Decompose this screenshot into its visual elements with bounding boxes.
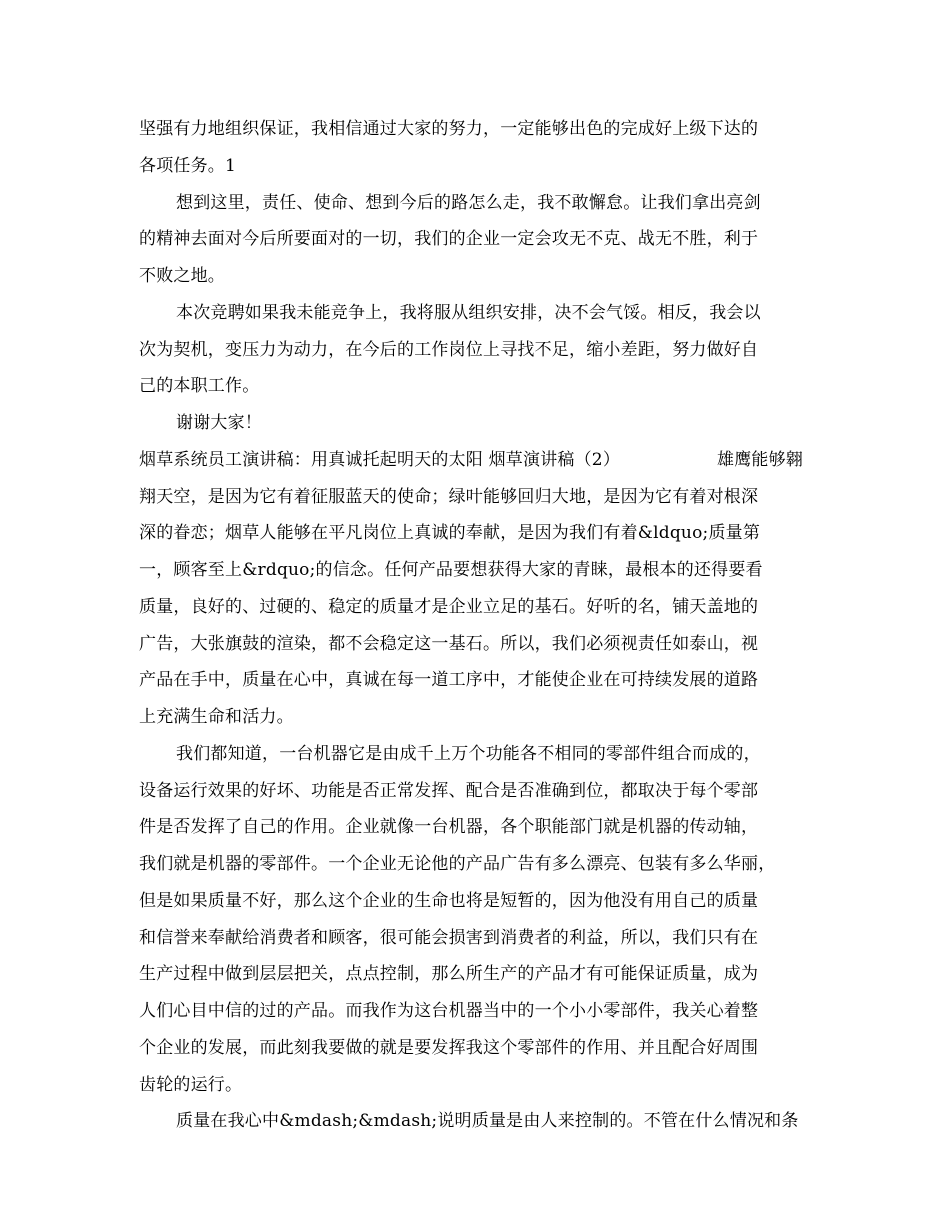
line-text: 的精神去面对今后所要面对的一切，我们的企业一定会攻无不克、战无不胜，利于 <box>139 229 759 249</box>
line-text: 不败之地。 <box>139 266 225 286</box>
text-line <box>0 151 950 181</box>
text-line <box>0 408 950 438</box>
line-text: 我们都知道，一台机器它是由成千上万个功能各不相同的零部件组合而成的， <box>176 744 761 764</box>
line-text: 次为契机，变压力为动力，在今后的工作岗位上寻找不足，缩小差距，努力做好自 <box>139 340 759 360</box>
text-line <box>0 188 950 218</box>
text-line <box>0 665 950 695</box>
line-text: 各项任务。1 <box>139 156 237 176</box>
line-text: 本次竞聘如果我未能竞争上，我将服从组织安排，决不会气馁。相反，我会以 <box>176 303 761 323</box>
line-text: 设备运行效果的好坏、功能是否正常发挥、配合是否准确到位，都取决于每个零部 <box>139 781 759 801</box>
text-line <box>0 1070 950 1100</box>
text-line <box>0 224 950 254</box>
text-line <box>0 923 950 953</box>
line-text: 件是否发挥了自己的作用。企业就像一台机器，各个职能部门就是机器的传动轴， <box>139 817 759 837</box>
line-text: 和信誉来奉献给消费者和顾客，很可能会损害到消费者的利益，所以，我们只有在 <box>139 928 759 948</box>
text-line <box>0 482 950 512</box>
text-line <box>0 261 950 291</box>
line-text: 深的眷恋；烟草人能够在平凡岗位上真诚的奉献，是因为我们有着&ldquo;质量第 <box>139 523 761 543</box>
text-line <box>0 298 950 328</box>
text-line <box>0 371 950 401</box>
line-text: 谢谢大家！ <box>176 413 262 433</box>
text-line <box>0 114 950 144</box>
text-line <box>0 1033 950 1063</box>
text-line <box>0 849 950 879</box>
line-text: 生产过程中做到层层把关，点点控制，那么所生产的产品才有可能保证质量，成为 <box>139 964 759 984</box>
text-line <box>0 629 950 659</box>
text-line <box>0 555 950 585</box>
line-text: 质量，良好的、过硬的、稳定的质量才是企业立足的基石。好听的名，铺天盖地的 <box>139 597 759 617</box>
line-text: 己的本职工作。 <box>139 376 260 396</box>
line-text: 翔天空，是因为它有着征服蓝天的使命；绿叶能够回归大地，是因为它有着对根深 <box>139 487 759 507</box>
line-text: 产品在手中，质量在心中，真诚在每一道工序中，才能使企业在可持续发展的道路 <box>139 670 759 690</box>
line-text: 广告，大张旗鼓的渲染，都不会稳定这一基石。所以，我们必须视责任如泰山，视 <box>139 634 759 654</box>
text-line <box>0 518 950 548</box>
line-text: 质量在我心中&mdash;&mdash;说明质量是由人来控制的。不管在什么情况和条 <box>176 1111 799 1131</box>
line-text: 一，顾客至上&rdquo;的信念。任何产品要想获得大家的青睐，最根本的还得要看 <box>139 560 763 580</box>
line-text: 齿轮的运行。 <box>139 1075 243 1095</box>
line-text: 我们就是机器的零部件。一个企业无论他的产品广告有多么漂亮、包装有多么华丽， <box>139 854 776 874</box>
section-heading: 烟草系统员工演讲稿：用真诚托起明天的太阳 烟草演讲稿（2） <box>139 450 621 470</box>
text-line <box>0 335 950 365</box>
text-line <box>0 739 950 769</box>
line-text: 坚强有力地组织保证，我相信通过大家的努力，一定能够出色的完成好上级下达的 <box>139 119 759 139</box>
text-line <box>0 886 950 916</box>
text-line <box>0 702 950 732</box>
text-line <box>0 959 950 989</box>
text-line <box>0 592 950 622</box>
text-line <box>0 1106 950 1136</box>
text-line <box>0 445 950 475</box>
line-text: 个企业的发展，而此刻我要做的就是要发挥我这个零部件的作用、并且配合好周围 <box>139 1038 759 1058</box>
text-line <box>0 996 950 1026</box>
line-text: 但是如果质量不好，那么这个企业的生命也将是短暂的，因为他没有用自己的质量 <box>139 891 759 911</box>
text-line <box>0 812 950 842</box>
line-text: 想到这里，责任、使命、想到今后的路怎么走，我不敢懈怠。让我们拿出亮剑 <box>176 193 761 213</box>
line-text: 雄鹰能够翱 <box>717 450 803 470</box>
text-line <box>0 776 950 806</box>
line-text: 人们心目中信的过的产品。而我作为这台机器当中的一个小小零部件，我关心着整 <box>139 1001 759 1021</box>
line-text: 上充满生命和活力。 <box>139 707 294 727</box>
